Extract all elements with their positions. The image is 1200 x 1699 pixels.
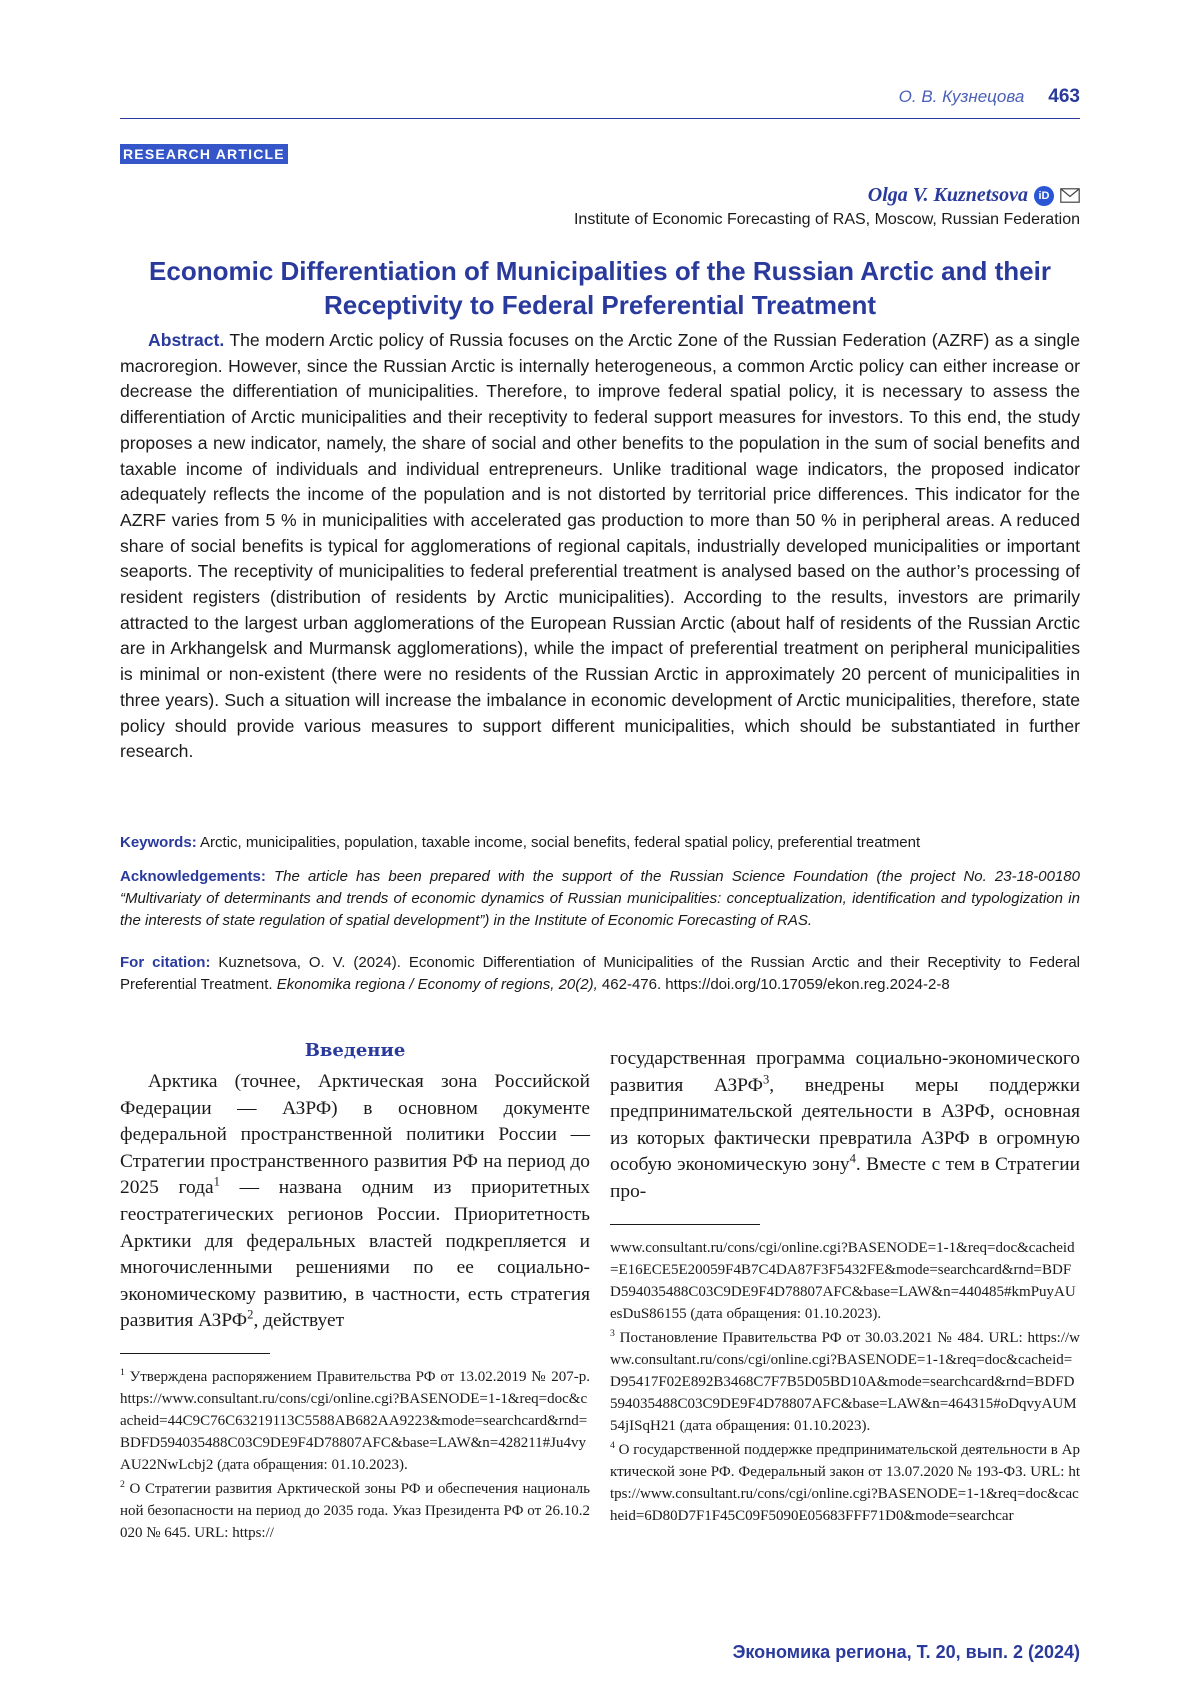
footnote-mark-3: 3 [610, 1327, 615, 1339]
body-column-left [120, 1040, 590, 1546]
author-affiliation: Institute of Economic Forecasting of RAS, Moscow, Russian Federation [573, 211, 1080, 228]
body-column-right [610, 1046, 1080, 1529]
body-paragraph-left [120, 1069, 590, 1335]
abstract [120, 328, 1080, 765]
footnote-1 [120, 1366, 590, 1476]
mail-icon[interactable] [1060, 188, 1080, 203]
footnote-ref-4[interactable]: 4 [849, 1151, 856, 1166]
citation-text-before: Kuznetsova, O. V. (2024). Economic Differentiation of Municipalities of the Russian Arctic and their Receptivity to Federal Preferential Treatment. [120, 954, 1080, 993]
running-head [899, 86, 1080, 108]
body-text-segment: — названа одним из приоритетных геостратегических регионов России. Приоритетность Арктики для федеральных властей подкрепляется и многочисленными решениями по ее социально-экономическому развитию, в частности, есть стратегия развития АЗРФ [120, 1177, 590, 1332]
footnote-ref-1[interactable]: 1 [213, 1174, 220, 1189]
footnote-2 [120, 1478, 590, 1544]
citation-label: For citation: [120, 954, 211, 971]
footnote-2-text: О Стратегии развития Арктической зоны РФ и обеспечения национальной безопасности на период до 2035 года. Указ Президента РФ от 26.10.2020 № 645. URL: https:// [120, 1480, 590, 1541]
acknowledgements-label: Acknowledgements: [120, 868, 266, 885]
footnote-ref-3[interactable]: 3 [762, 1072, 770, 1087]
citation [120, 952, 1080, 996]
page-number: 463 [1048, 86, 1080, 107]
journal-footer: Экономика региона, Т. 20, вып. 2 (2024) [732, 1642, 1080, 1662]
footnote-4-text: О государственной поддержке предпринимательской деятельности в Арктической зоне РФ. Федеральный закон от 13.07.2020 № 193-ФЗ. URL: https://www.consultant.ru/cons/cgi/online.cgi?BASENODE=1-1&req=doc&cacheid=6D80D7F1F45C09F5090E05683FFF71D0&mode=searchcar [610, 1441, 1080, 1524]
section-title: Введение [304, 1040, 406, 1061]
body-text-segment: . Вместе с тем в Стратегии про- [610, 1154, 1080, 1202]
footnote-4 [610, 1439, 1080, 1527]
footnote-1-text: Утверждена распоряжением Правительства РФ от 13.02.2019 № 207-р. https://www.consultant.ru/cons/cgi/online.cgi?BASENODE=1-1&req=doc&cacheid=44C9C76C63219113C5588AB682AA9223&mode=searchcard&rnd=BDFD594035488C03C9DE9F4D78807AFC&base=LAW&n=428211#Ju4vyAU22NwLcbj2 (дата обращения: 01.10.2023). [120, 1368, 591, 1473]
running-author: О. В. Кузнецова [898, 87, 1025, 106]
acknowledgements [120, 866, 1080, 932]
footnote-3-text: Постановление Правительства РФ от 30.03.2021 № 484. URL: https://www.consultant.ru/cons/cgi/online.cgi?BASENODE=1-1&req=doc&cacheid=D95417F02E892B3468C7F7B5D05BD10A&mode=searchcard&rnd=BDFD594035488C03C9DE9F4D78807AFC&base=LAW&n=464315#oDqvyAUM54jISqH21 (дата обращения: 01.10.2023). [610, 1329, 1081, 1434]
footnote-mark-4: 4 [610, 1439, 615, 1451]
abstract-label: Abstract. [148, 330, 225, 350]
article-title: Economic Differentiation of Municipalities of the Russian Arctic and their Receptivity to Federal Preferential Treatment [149, 256, 1051, 320]
abstract-text: The modern Arctic policy of Russia focuses on the Arctic Zone of the Russian Federation (AZRF) as a single macroregion. However, since the Russian Arctic is internally heterogeneous, a common Arctic policy can either increase or decrease the differentiation of municipalities. Therefore, to improve federal spatial policy, it is necessary to assess the differentiation of Arctic municipalities and their receptivity to federal support measures for investors. To this end, the study proposes a new indicator, namely, the share of social and other benefits to the population in the sum of social benefits and taxable income of individuals and individual entrepreneurs. Unlike traditional wage indicators, the proposed indicator adequately reflects the income of the population and is not distorted by territorial price differences. This indicator for the AZRF varies from 5 % in municipalities with accelerated gas production to more than 50 % in peripheral areas. A reduced share of social benefits is typical for agglomerations of regional capitals, industrially developed municipalities or important seaports. The receptivity of municipalities to federal preferential treatment is analysed based on the author’s processing of resident registers (distribution of residents by Arctic municipalities). According to the results, investors are primarily attracted to the largest urban agglomerations of the European Russian Arctic (about half of residents of the Russian Arctic are in Arkhangelsk and Murmansk agglomerations), while the impact of preferential treatment on peripheral municipalities is minimal or non-existent (there were no residents of the Russian Arctic in approximately 20 percent of municipalities in three years). Such a situation will increase the imbalance in economic development of Arctic municipalities, therefore, state policy should provide various measures to support different municipalities, which should be substantiated in further research. [120, 330, 1080, 762]
footnote-3 [610, 1327, 1080, 1437]
body-paragraph-right [610, 1046, 1080, 1206]
keywords [120, 832, 1080, 854]
header-rule [120, 118, 1080, 119]
keywords-label: Keywords: [120, 834, 197, 851]
body-text-segment: государственная программа социально-экономического развития АЗРФ [610, 1048, 1080, 1096]
footnote-rule [610, 1224, 760, 1225]
footnote-mark-1: 1 [120, 1366, 125, 1378]
author-name[interactable]: Olga V. Kuznetsova [867, 184, 1028, 206]
citation-doi[interactable]: 462-476. https://doi.org/10.17059/ekon.reg.2024-2-8 [601, 976, 950, 993]
footnote-mark-2: 2 [120, 1478, 125, 1490]
body-text-segment: , действует [253, 1310, 345, 1332]
footnote-2-continued: www.consultant.ru/cons/cgi/online.cgi?BASENODE=1-1&req=doc&cacheid=E16ECE5E20059F4B7C4DA87F3F5432FE&mode=searchcard&rnd=BDFD594035488C03C9DE9F4D78807AFC&base=LAW&n=440485#kmPuyAUesDuS86155 (дата обращения: 01.10.2023). [610, 1239, 1076, 1322]
citation-journal: Ekonomika regiona / Economy of regions, 20(2), [276, 976, 598, 993]
author-line [574, 184, 1080, 207]
body-text-segment: Арктика (точнее, Арктическая зона Российской Федерации — АЗРФ) в основном документе федеральной пространственной политики России — Стратегии пространственного развития РФ на период до 2025 года [120, 1071, 590, 1199]
footnote-ref-2[interactable]: 2 [247, 1307, 254, 1322]
footnote-rule [120, 1353, 270, 1354]
orcid-icon[interactable]: iD [1034, 186, 1054, 206]
author-block [574, 184, 1080, 229]
acknowledgements-text: The article has been prepared with the support of the Russian Science Foundation (the project No. 23-18-00180 “Multivariaty of determinants and trends of economic dynamics of Russian municipalities: conceptualization, identification and typologization in the interests of state regulation of spatial development”) in the Institute of Economic Forecasting of RAS. [120, 868, 1080, 929]
keywords-text: Arctic, municipalities, population, taxable income, social benefits, federal spatial policy, preferential treatment [200, 834, 921, 851]
article-type-label: RESEARCH ARTICLE [120, 144, 288, 164]
body-text-segment: , внедрены меры поддержки предпринимательской деятельности в АЗРФ, основная из которых фактически превратила АЗРФ в огромную особую экономическую зону [610, 1074, 1080, 1176]
